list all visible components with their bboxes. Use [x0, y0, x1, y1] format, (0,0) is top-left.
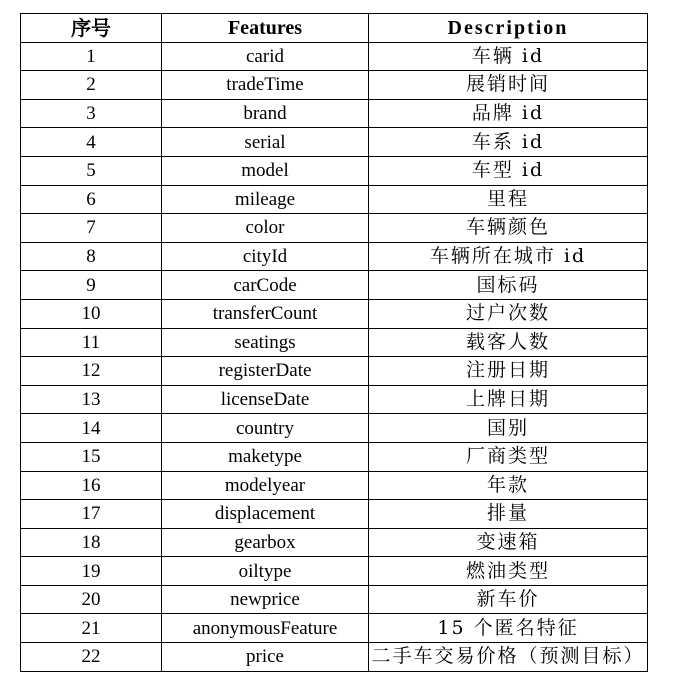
row-feature-cell: registerDate: [162, 357, 369, 386]
header-row: [21, 14, 648, 43]
row-description-cell: 二手车交易价格（预测目标）: [369, 643, 648, 672]
row-feature-cell: oiltype: [162, 557, 369, 586]
row-feature-cell: price: [162, 643, 369, 672]
table-header: [21, 14, 648, 43]
row-index-cell: 5: [21, 156, 162, 185]
row-feature-cell: color: [162, 214, 369, 243]
header-features: Features: [162, 14, 369, 43]
row-index-cell: 21: [21, 614, 162, 643]
table-row: [21, 357, 648, 386]
row-index-cell: 3: [21, 99, 162, 128]
table-row: [21, 585, 648, 614]
row-index-cell: 22: [21, 643, 162, 672]
row-feature-cell: displacement: [162, 500, 369, 529]
row-index-cell: 9: [21, 271, 162, 300]
row-description-cell: 厂商类型: [369, 442, 648, 471]
row-feature-cell: transferCount: [162, 299, 369, 328]
row-feature-cell: seatings: [162, 328, 369, 357]
row-index-cell: 1: [21, 42, 162, 71]
table-row: [21, 71, 648, 100]
table-row: [21, 528, 648, 557]
table-row: [21, 500, 648, 529]
header-index: 序号: [21, 14, 162, 43]
row-feature-cell: model: [162, 156, 369, 185]
row-description-cell: 过户次数: [369, 299, 648, 328]
row-feature-cell: carid: [162, 42, 369, 71]
row-description-cell: 15 个匿名特征: [369, 614, 648, 643]
row-description-cell: 车型 id: [369, 156, 648, 185]
row-feature-cell: licenseDate: [162, 385, 369, 414]
row-description-cell: 车辆颜色: [369, 214, 648, 243]
row-index-cell: 10: [21, 299, 162, 328]
table-row: [21, 185, 648, 214]
row-feature-cell: tradeTime: [162, 71, 369, 100]
row-description-cell: 国别: [369, 414, 648, 443]
table-row: [21, 414, 648, 443]
row-feature-cell: cityId: [162, 242, 369, 271]
table-row: [21, 242, 648, 271]
row-description-cell: 上牌日期: [369, 385, 648, 414]
row-description-cell: 排量: [369, 500, 648, 529]
table-row: [21, 614, 648, 643]
table-row: [21, 557, 648, 586]
row-feature-cell: brand: [162, 99, 369, 128]
features-table: [20, 13, 648, 672]
row-feature-cell: maketype: [162, 442, 369, 471]
row-description-cell: 年款: [369, 471, 648, 500]
row-index-cell: 20: [21, 585, 162, 614]
row-feature-cell: newprice: [162, 585, 369, 614]
table-row: [21, 299, 648, 328]
table-row: [21, 471, 648, 500]
row-description-cell: 里程: [369, 185, 648, 214]
row-description-cell: 车系 id: [369, 128, 648, 157]
row-description-cell: 国标码: [369, 271, 648, 300]
row-index-cell: 15: [21, 442, 162, 471]
row-description-cell: 注册日期: [369, 357, 648, 386]
row-feature-cell: carCode: [162, 271, 369, 300]
row-description-cell: 展销时间: [369, 71, 648, 100]
row-feature-cell: anonymousFeature: [162, 614, 369, 643]
row-index-cell: 17: [21, 500, 162, 529]
row-index-cell: 18: [21, 528, 162, 557]
row-index-cell: 4: [21, 128, 162, 157]
row-index-cell: 11: [21, 328, 162, 357]
row-description-cell: 品牌 id: [369, 99, 648, 128]
row-feature-cell: country: [162, 414, 369, 443]
table-row: [21, 42, 648, 71]
row-index-cell: 14: [21, 414, 162, 443]
row-index-cell: 6: [21, 185, 162, 214]
table-row: [21, 128, 648, 157]
row-index-cell: 12: [21, 357, 162, 386]
row-index-cell: 19: [21, 557, 162, 586]
table-body: [21, 42, 648, 671]
row-description-cell: 燃油类型: [369, 557, 648, 586]
table-row: [21, 271, 648, 300]
row-feature-cell: serial: [162, 128, 369, 157]
row-feature-cell: mileage: [162, 185, 369, 214]
table-row: [21, 214, 648, 243]
row-index-cell: 13: [21, 385, 162, 414]
header-description: Description: [369, 14, 648, 43]
row-index-cell: 16: [21, 471, 162, 500]
table-row: [21, 385, 648, 414]
row-description-cell: 车辆 id: [369, 42, 648, 71]
table-row: [21, 156, 648, 185]
row-index-cell: 2: [21, 71, 162, 100]
row-description-cell: 变速箱: [369, 528, 648, 557]
row-feature-cell: gearbox: [162, 528, 369, 557]
table-row: [21, 442, 648, 471]
row-description-cell: 新车价: [369, 585, 648, 614]
row-index-cell: 8: [21, 242, 162, 271]
table-row: [21, 643, 648, 672]
row-index-cell: 7: [21, 214, 162, 243]
row-description-cell: 车辆所在城市 id: [369, 242, 648, 271]
table-row: [21, 328, 648, 357]
table-row: [21, 99, 648, 128]
row-feature-cell: modelyear: [162, 471, 369, 500]
row-description-cell: 载客人数: [369, 328, 648, 357]
